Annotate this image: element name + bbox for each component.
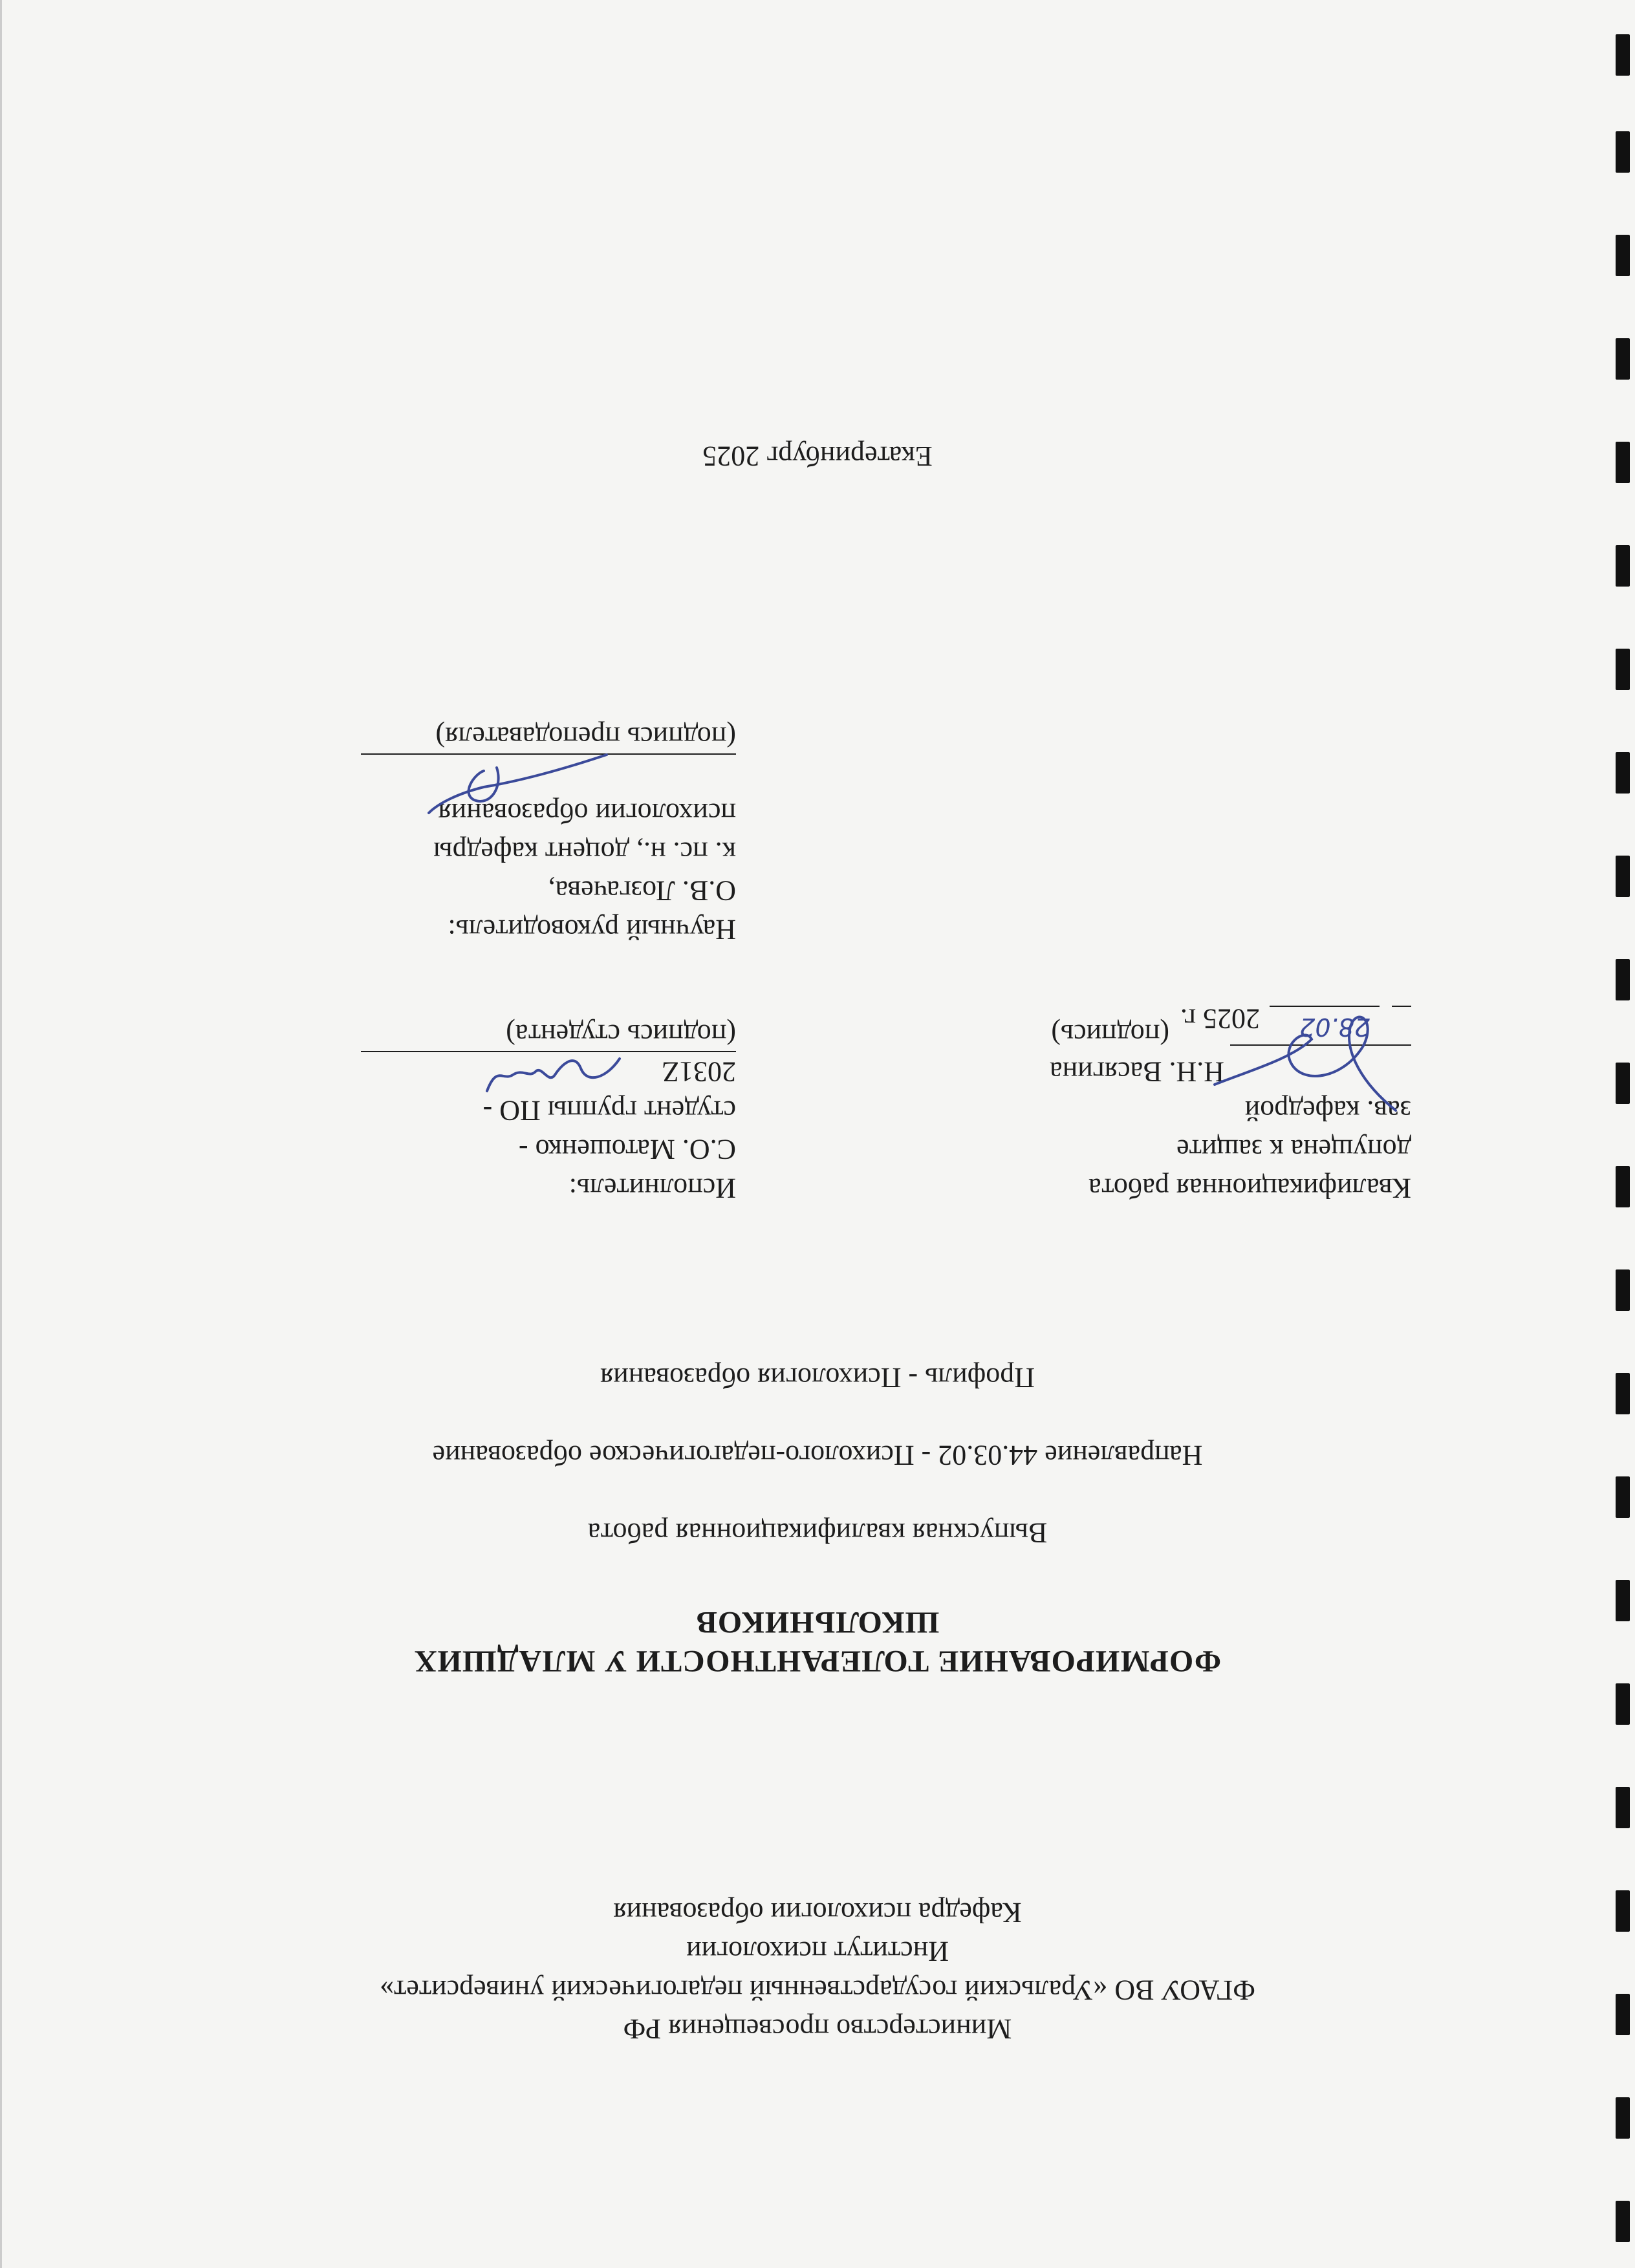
supervisor-position-line1: к. пс. н., доцент кафедры xyxy=(433,836,736,868)
university-heading: ФГАОУ ВО «Уральский государственный педагогический университет» xyxy=(380,1974,1255,2006)
thesis-title-line1: ФОРМИРОВАНИЕ ТОЛЕРАНТНОСТИ У МЛАДШИХ xyxy=(413,1644,1222,1678)
supervisor-signature-caption: (подпись преподавателя) xyxy=(435,721,736,753)
approval-year: 2025 г. xyxy=(1180,1003,1260,1035)
executor-label: Исполнитель: xyxy=(568,1172,736,1204)
head-signature xyxy=(1208,994,1402,1123)
city-year: Екатеринбург 2025 xyxy=(702,440,933,472)
thesis-title-line2: ШКОЛЬНИКОВ xyxy=(695,1605,940,1639)
supervisor-label: Научный руководитель: xyxy=(448,914,736,945)
work-type: Выпускная квалификационная работа xyxy=(587,1517,1048,1549)
approval-head-name: Н.Н. Васягина xyxy=(1050,1056,1224,1088)
approval-line2: допущена к защите xyxy=(1176,1134,1411,1165)
approval-signature-caption: (подпись) xyxy=(1051,1019,1169,1050)
executor-group-line1: студент группы ПО - xyxy=(482,1095,736,1127)
work-direction: Направление 44.03.02 - Психолого-педагогическое образование xyxy=(432,1440,1203,1471)
supervisor-name: О.В. Лозгачева, xyxy=(548,875,736,907)
approval-date-handwritten: 28.02 xyxy=(1299,1013,1370,1041)
executor-group-line2: 2031Z xyxy=(662,1056,736,1088)
approval-line3: зав. кафедрой xyxy=(1244,1095,1411,1127)
approval-line1: Квалификационная работа xyxy=(1088,1172,1411,1204)
ministry-heading: Министерство просвещения РФ xyxy=(623,2013,1012,2045)
supervisor-signature xyxy=(419,742,613,826)
department-heading: Кафедра психологии образования xyxy=(613,1897,1022,1928)
work-profile: Профиль - Психология образования xyxy=(600,1362,1035,1394)
supervisor-position-line2: психологии образования xyxy=(438,797,736,829)
student-signature xyxy=(484,1033,626,1104)
executor-signature-caption: (подпись студента) xyxy=(506,1019,736,1050)
institute-heading: Институт психологии xyxy=(686,1936,949,1967)
executor-name: С.О. Матошенко - xyxy=(518,1134,736,1165)
